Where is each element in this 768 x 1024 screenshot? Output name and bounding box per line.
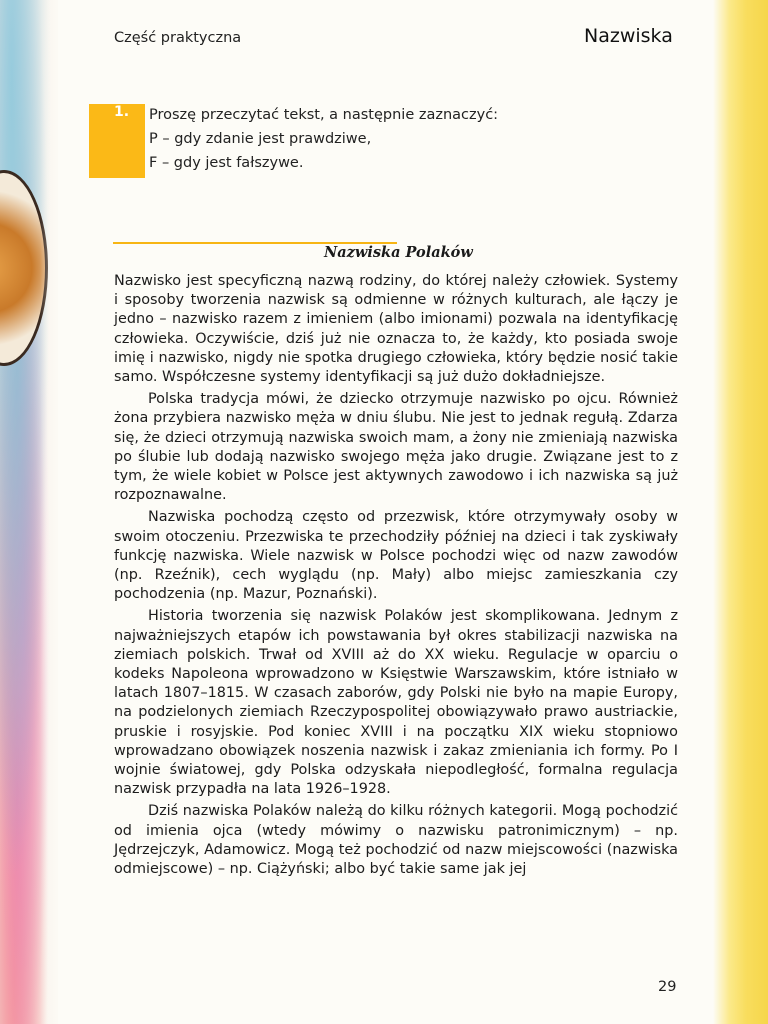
article-body	[114, 272, 678, 882]
article-paragraph: Nazwiska pochodzą często od przezwisk, które otrzymywały osoby w swoim otoczeniu. Przezwiska te przechodziły później na dzieci i tak zyskiwały funkcję nazwiska. Wiele nazwisk w Polsce pochodzi więc od nazw zawodów (np. Rzeźnik), cech wyglądu (np. Mały) albo miejsc zamieszkania czy pochodzenia (np. Mazur, Poznański).	[114, 509, 678, 603]
task-instruction-line: F – gdy jest fałszywe.	[149, 155, 304, 171]
article-paragraph: Polska tradycja mówi, że dziecko otrzymuje nazwisko po ojcu. Również żona przybiera nazwisko męża w dniu ślubu. Nie jest to jednak regułą. Zdarza się, że dzieci otrzymują nazwiska swoich mam, a żony nie zmieniają nazwiska po ślubie lub dodają nazwisko swojego męża jako drugie. Związane jest to z tym, że wiele kobiet w Polsce jest aktywnych zawodowo i ich nazwiska są już rozpoznawalne.	[114, 391, 678, 504]
task-instruction-line: Proszę przeczytać tekst, a następnie zaznaczyć:	[149, 107, 499, 123]
right-color-strip	[713, 0, 768, 1024]
page-number: 29	[658, 979, 677, 995]
article-paragraph: Historia tworzenia się nazwisk Polaków jest skomplikowana. Jednym z najważniejszych etapów ich powstawania był okres stabilizacji nazwiska na ziemiach polskich. Trwał od XVIII aż do XX wieku. Regulacje w oparciu o kodeks Napoleona wprowadzono w Księstwie Warszawskim, które istniało w latach 1807–1815. W czasach zaborów, gdy Polski nie było na mapie Europy, na podzielonych ziemiach Rzeczypospolitej obowiązywało prawo austriackie, pruskie i rosyjskie. Pod koniec XVIII i na początku XIX wieku stopniowo wprowadzano obowiązek noszenia nazwisk i zakaz zmieniania ich formy. Po I wojnie światowej, gdy Polska odzyskała niepodległość, formalna regulacja nazwisk przypadła na lata 1926–1928.	[114, 608, 678, 798]
article-paragraph: Dziś nazwiska Polaków należą do kilku różnych kategorii. Mogą pochodzić od imienia ojca (wtedy mówimy o nazwisku patronimicznym) – np. Jędrzejczyk, Adamowicz. Mogą też pochodzić od nazw miejscowości (nazwiska odmiejscowe) – np. Ciążyński; albo być takie same jak jej	[114, 803, 678, 878]
article-paragraph: Nazwisko jest specyficzną nazwą rodziny, do której należy człowiek. Systemy i sposoby tworzenia nazwisk są odmienne w różnych kulturach, ale łączy je jedno – nazwisko razem z imieniem (albo imionami) pozwala na identyfikację człowieka. Oczywiście, dziś już nie oznacza to, że każdy, kto posiada swoje imię i nazwisko, nigdy nie spotka drugiego człowieka, który będzie nosić takie samo. Współczesne systemy identyfikacji są już dużo dokładniejsze.	[114, 273, 678, 386]
task-number: 1.	[114, 104, 130, 120]
illustration-fade	[40, 0, 70, 1024]
article-title: Nazwiska Polaków	[324, 244, 473, 261]
chapter-title: Nazwiska	[584, 25, 673, 47]
task-instructions	[149, 103, 498, 175]
task-instruction-line: P – gdy zdanie jest prawdziwe,	[149, 131, 372, 147]
section-label: Część praktyczna	[114, 30, 242, 46]
